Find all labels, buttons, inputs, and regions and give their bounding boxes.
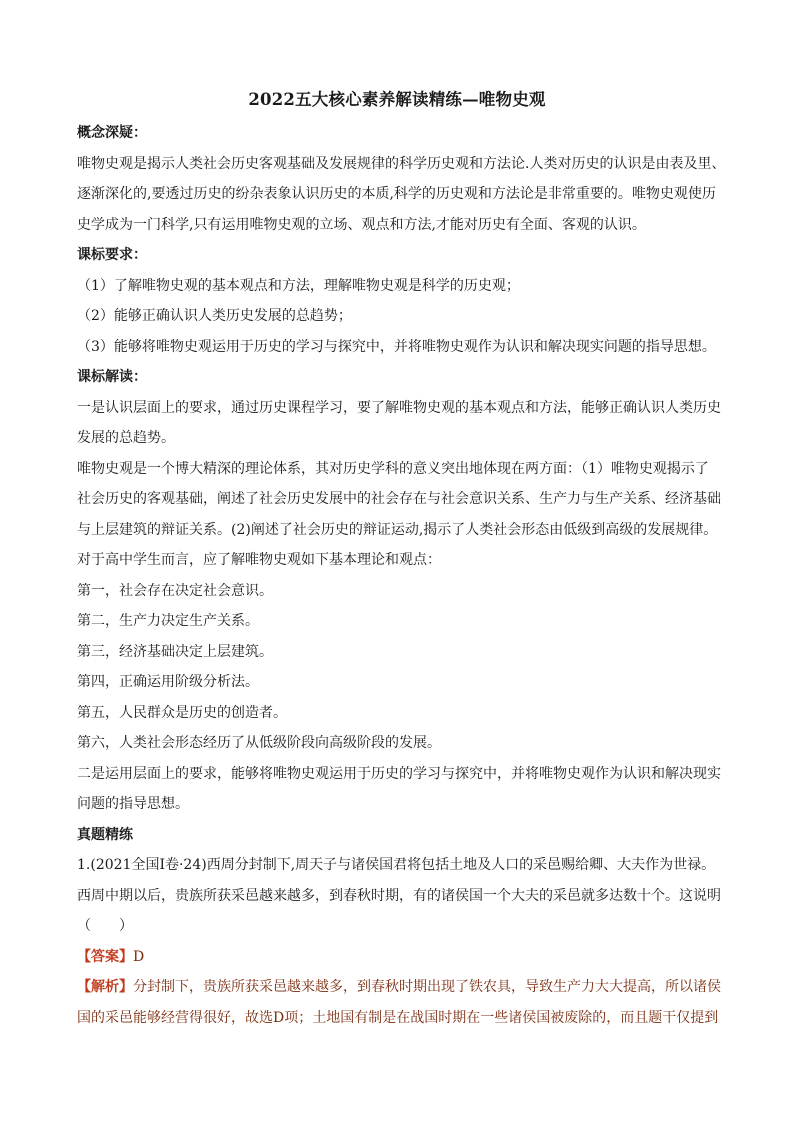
concept-heading: 概念深疑： <box>77 125 147 141</box>
analysis-line <box>77 972 727 1003</box>
analysis-line: 国的采邑能够经营得很好，故选D项；土地国有制是在战国时期在一些诸侯国被废除的，而且题干仅提到 <box>77 1009 719 1026</box>
interpretation-line: 第六，人类社会形态经历了从低级阶段向高级阶段的发展。 <box>77 735 441 751</box>
interpretation-line: 第二，生产力决定生产关系。 <box>77 613 259 629</box>
interpretation-heading: 课标解读： <box>77 369 147 385</box>
exam-practice-heading: 真题精练 <box>77 826 133 843</box>
answer-tag: 【答案】 <box>77 948 133 965</box>
requirement-item: （1）了解唯物史观的基本观点和方法，理解唯物史观是科学的历史观； <box>77 277 520 294</box>
interpretation-line: 二是运用层面上的要求，能够将唯物史观运用于历史的学习与探究中，并将唯物史观作为认识和解决现实 <box>77 765 721 782</box>
requirement-item: （2）能够正确认识人类历史发展的总趋势； <box>77 308 352 324</box>
interpretation-line: 唯物史观是一个博大精深的理论体系，其对历史学科的意义突出地体现在两方面：（1）唯物史观揭示了 <box>77 460 709 477</box>
document-body <box>77 118 727 1033</box>
analysis-tag: 【解析】 <box>77 979 133 995</box>
concept-line: 唯物史观是揭示人类社会历史客观基础及发展规律的科学历史观和方法论.人类对历史的认识是由表及里、 <box>77 155 726 172</box>
interpretation-line: 发展的总趋势。 <box>77 430 175 446</box>
answer-line <box>77 942 727 973</box>
interpretation-line: 与上层建筑的辩证关系。(2)阐述了社会历史的辩证运动,揭示了人类社会形态由低级到高级的发展规律。 <box>77 521 718 538</box>
interpretation-line: 问题的指导思想。 <box>77 796 189 812</box>
requirement-item: （3）能够将唯物史观运用于历史的学习与探究中，并将唯物史观作为认识和解决现实问题的指导思想。 <box>77 338 716 355</box>
question-blank: （ ） <box>77 918 133 934</box>
question-line: 1.(2021全国Ⅰ卷·24)西周分封制下,周天子与诸侯国君将包括土地及人口的采邑赐给卿、大夫作为世禄。 <box>77 857 716 873</box>
interpretation-line: 对于高中学生而言，应了解唯物史观如下基本理论和观点： <box>77 552 441 568</box>
analysis-text: 分封制下，贵族所获采邑越来越多，到春秋时期出现了铁农具，导致生产力大大提高，所以诸侯 <box>133 979 721 995</box>
interpretation-line: 第五，人民群众是历史的创造者。 <box>77 704 287 721</box>
requirements-heading: 课标要求： <box>77 247 147 263</box>
interpretation-line: 第四，正确运用阶级分析法。 <box>77 674 259 690</box>
interpretation-line: 第一，社会存在决定社会意识。 <box>77 582 273 599</box>
interpretation-line: 第三，经济基础决定上层建筑。 <box>77 643 273 660</box>
concept-line: 逐渐深化的,要透过历史的纷杂表象认识历史的本质,科学的历史观和方法论是非常重要的。唯物史观使历 <box>77 186 716 202</box>
answer-value: D <box>133 948 145 965</box>
concept-line: 史学成为一门科学,只有运用唯物史观的立场、观点和方法,才能对历史有全面、客观的认识。 <box>77 216 646 233</box>
question-line: 西周中期以后，贵族所获采邑越来越多，到春秋时期，有的诸侯国一个大夫的采邑就多达数十个。这说明 <box>77 887 721 904</box>
interpretation-line: 一是认识层面上的要求，通过历史课程学习，要了解唯物史观的基本观点和方法，能够正确认识人类历史 <box>77 399 721 416</box>
interpretation-line: 社会历史的客观基础，阐述了社会历史发展中的社会存在与社会意识关系、生产力与生产关系、经济基础 <box>77 491 721 507</box>
page-title: 2022五大核心素养解读精练—唯物史观 <box>248 90 546 109</box>
